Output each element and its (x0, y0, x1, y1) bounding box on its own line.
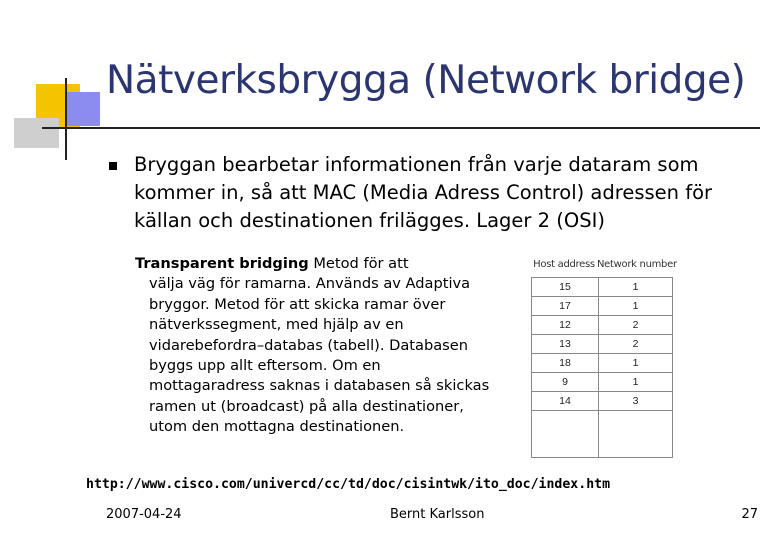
table-row (532, 297, 673, 316)
host-address-cell: 17 (532, 297, 599, 316)
network-number-cell: 1 (599, 373, 673, 392)
reference-url[interactable]: http://www.cisco.com/univercd/cc/td/doc/cisintwk/ito_doc/index.htm (86, 477, 611, 492)
host-address-cell: 13 (532, 335, 599, 354)
empty-cell (532, 411, 599, 458)
sub-term: Transparent bridging (135, 255, 309, 272)
table-row (532, 392, 673, 411)
decor-vertical-line (65, 78, 67, 160)
slide-title: Nätverksbrygga (Network bridge) (106, 58, 746, 103)
table-row (532, 354, 673, 373)
network-number-cell: 1 (599, 354, 673, 373)
decor-grey-square (14, 118, 59, 148)
sub-continuation: välja väg för ramarna. Används av Adaptiva bryggor. Metod för att skicka ramar över nätverkssegment, med hjälp av en vidarebefordra–databas (tabell). Databasen byggs upp allt eftersom. Om en mottagaradress saknas i databasen så skickas ramen ut (broadcast) på alla destinationer, utom den mottagna destinationen. (149, 275, 490, 436)
host-address-cell: 14 (532, 392, 599, 411)
bullet-square-icon (109, 162, 117, 170)
host-address-cell: 18 (532, 354, 599, 373)
bullet-text: Bryggan bearbetar informationen från varje dataram som kommer in, så att MAC (Media Adress Control) adressen för källan och destinationen frilägges. Lager 2 (OSI) (134, 153, 713, 232)
forwarding-table (531, 277, 673, 458)
network-number-cell: 1 (599, 297, 673, 316)
network-number-cell: 3 (599, 392, 673, 411)
table-row (532, 316, 673, 335)
footer-author: Bernt Karlsson (390, 507, 485, 522)
empty-cell (599, 411, 673, 458)
page-number: 27 (741, 507, 758, 522)
table-row (532, 373, 673, 392)
table-row (532, 335, 673, 354)
title-underline (42, 127, 760, 129)
sub-paragraph (135, 254, 495, 438)
table-header-network: Network number (597, 259, 677, 270)
table-row (532, 278, 673, 297)
network-number-cell: 1 (599, 278, 673, 297)
table-header-host: Host address (533, 259, 595, 270)
decor-blue-square (66, 92, 100, 126)
network-number-cell: 2 (599, 335, 673, 354)
host-address-cell: 9 (532, 373, 599, 392)
table-row-empty (532, 411, 673, 458)
host-address-cell: 12 (532, 316, 599, 335)
table-header (531, 259, 677, 270)
host-address-cell: 15 (532, 278, 599, 297)
footer-date: 2007-04-24 (106, 507, 182, 522)
sub-first-line: Metod för att (308, 255, 409, 272)
network-number-cell: 2 (599, 316, 673, 335)
